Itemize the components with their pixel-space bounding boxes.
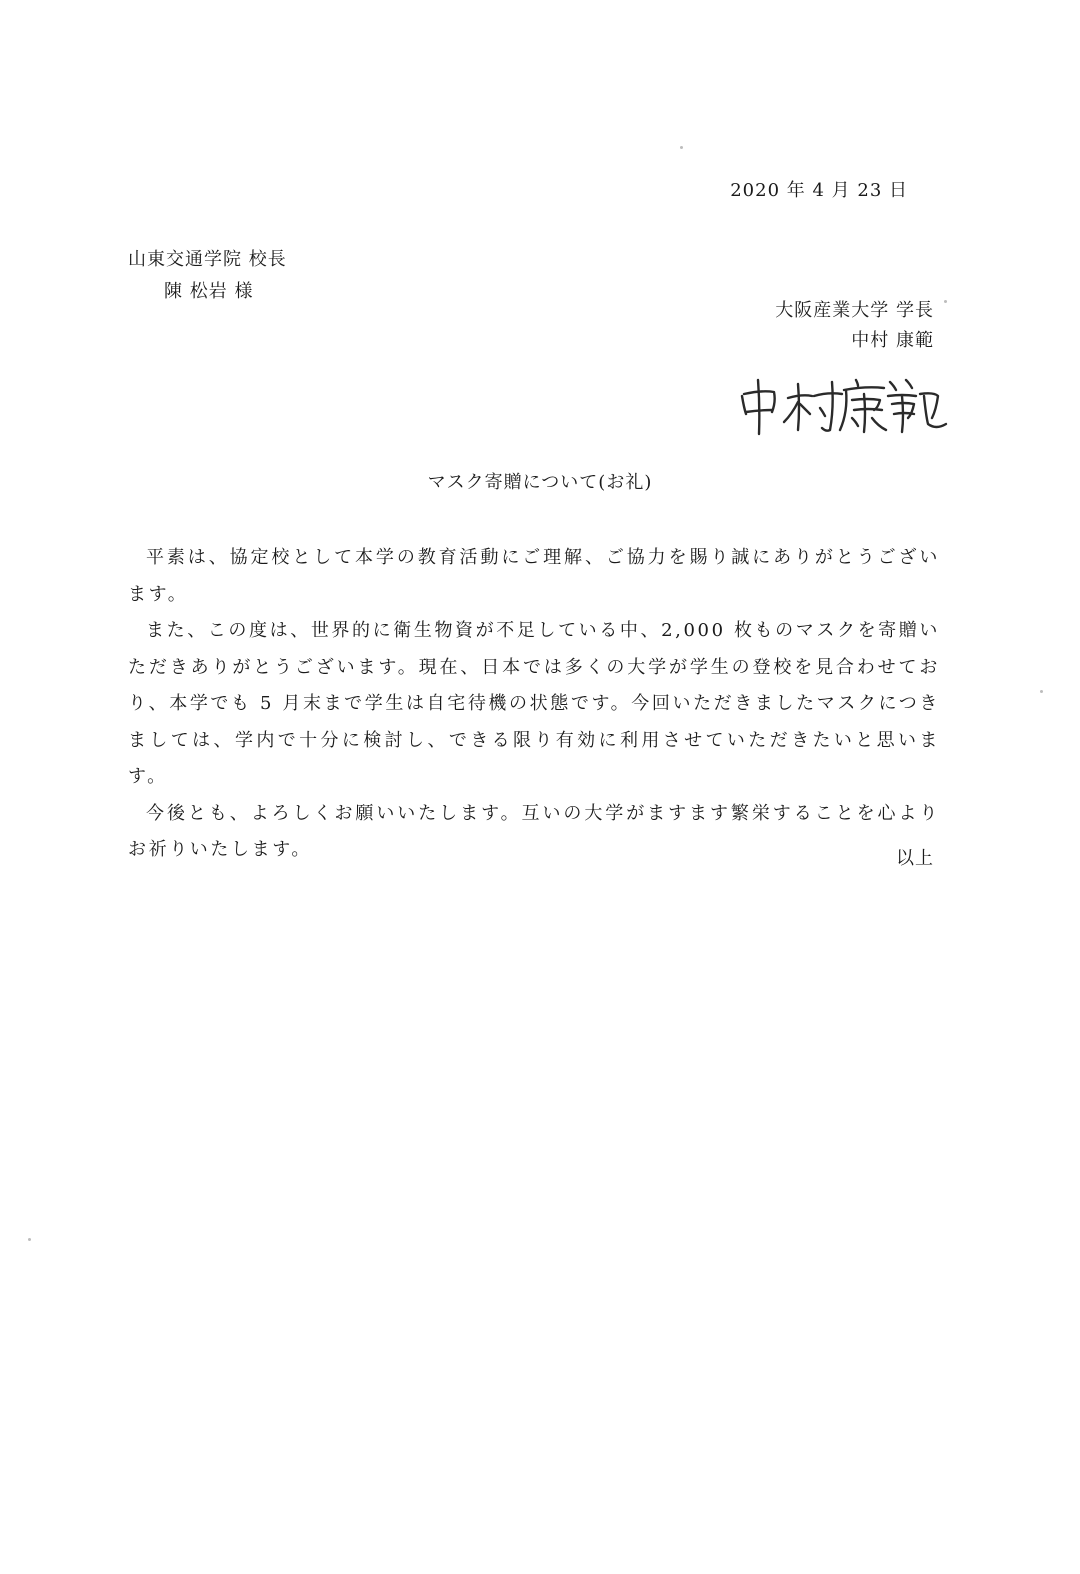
letter-title: マスク寄贈について(お礼) bbox=[427, 472, 653, 493]
scan-speck bbox=[1040, 690, 1043, 693]
scan-speck bbox=[944, 300, 947, 303]
sender-organization: 大阪産業大学 学長 bbox=[775, 300, 934, 321]
recipient-name: 陳 松岩 様 bbox=[164, 281, 254, 302]
handwritten-signature bbox=[738, 368, 948, 438]
letter-date: 2020 年 4 月 23 日 bbox=[730, 180, 908, 201]
scan-speck bbox=[680, 146, 683, 149]
body-paragraph-thanks: また、この度は、世界的に衛生物資が不足している中、2,000 枚ものマスクを寄贈いただきありがとうございます。現在、日本では多くの大学が学生の登校を見合わせており、本学でも 5 月末まで学生は自宅待機の状態です。今回いただきましたマスクにつきましては、学内で十分に検討し、できる限り有効に利用させていただきたいと思います。 bbox=[128, 620, 940, 787]
recipient-organization: 山東交通学院 校長 bbox=[128, 249, 287, 270]
letter-closing: 以上 bbox=[896, 848, 934, 869]
signature-icon bbox=[738, 368, 948, 438]
recipient-block bbox=[128, 244, 287, 308]
sender-name: 中村 康範 bbox=[851, 330, 934, 351]
sender-block bbox=[775, 296, 934, 356]
scan-speck bbox=[28, 1238, 31, 1241]
letter-body bbox=[128, 540, 940, 869]
body-paragraph-greeting: 平素は、協定校として本学の教育活動にご理解、ご協力を賜り誠にありがとうございます。 bbox=[128, 547, 940, 605]
body-paragraph-closing-wish: 今後とも、よろしくお願いいたします。互いの大学がますます繁栄することを心よりお祈りいたします。 bbox=[128, 802, 940, 860]
